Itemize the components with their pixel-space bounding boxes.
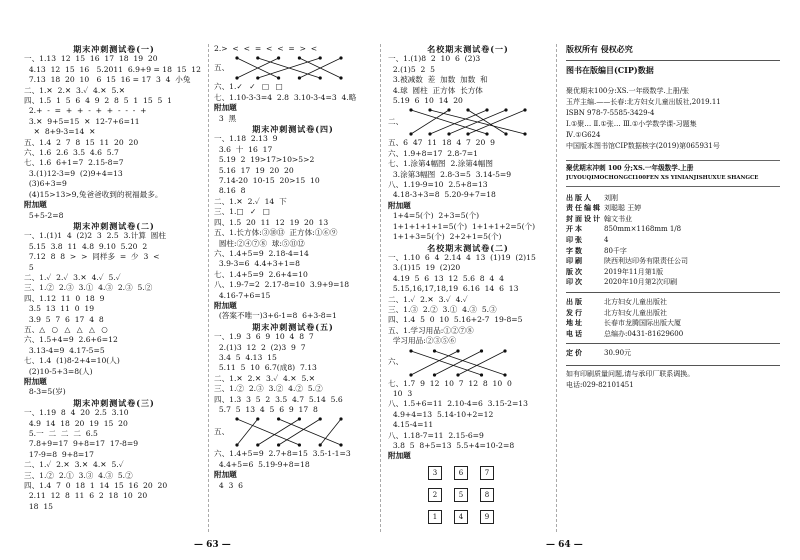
section-title: 名校期末测试卷(一) [427,44,509,54]
answer-line: 7.14-20 10-15 20>15 10 [214,176,320,186]
answer-line: 5.19 2 19>17>10>5>2 [214,155,315,165]
answer-line: 六、1.4+5=9 2.7+8=15 3.5-1-1=3 [214,449,351,459]
match-line [458,351,505,375]
bonus-heading: 附加题 [24,377,47,386]
answer-line: 四、1.12 11 0 18 9 [24,293,105,303]
info-row [566,308,780,319]
grid-cell: 2 [428,488,442,502]
answer-line: 3.13-4=9 4.17-5=5 [24,345,105,355]
answer-line: 3.被减数 差 加数 加数 和 [388,75,488,85]
answer-line: 六、1.9+8=17 2.8-7=1 [388,148,478,158]
match-dot [277,77,280,80]
answer-line: (3)6+3=9 [24,179,67,189]
answer-line: 5.15,16,17,18,19 6.16 14 6 13 [388,284,519,294]
page-number-left: — 63 — [194,540,231,550]
answer-line: 五、1.长方体:③⑩⑬ 正方体:①⑥⑨ [214,228,338,238]
match-dot [298,57,301,60]
answer-column-2 [214,44,372,491]
book-title-bar [566,160,780,187]
answer-line: 5.11 5 10 6.7(成8) 7.13 [214,363,317,373]
answer-line: 5.19 6 10 14 20 [388,96,463,106]
grid-cell: 9 [480,510,494,524]
grid-cell: 7 [480,466,494,480]
cip-line: Ⅳ.①G624 [566,130,601,139]
answer-line: 一、1.10 6 4 2.14 4 13 (1)19 (2)15 [388,252,536,262]
section-title: 期末冲刺测试卷(四) [252,124,334,135]
answer-line: 3.✕ 9+5=15 ✕ 12-7+6=11 [24,116,140,126]
grid-cell: 3 [428,466,442,480]
answer-line: 4.15-4=11 [388,420,434,430]
info-label: 印次 [566,277,584,287]
box-answers [214,207,372,217]
box-symbols: □ ✓ □ [236,207,272,217]
info-value: 刘刚 [604,193,618,202]
info-row [566,193,780,204]
info-row [566,267,780,278]
answer-column-1 [24,44,204,512]
answer-line: 圆柱:②④⑦⑧ 球:⑤⑪⑫ [214,238,305,248]
answer-line: 2.(1)3 12 2 (2)3 9 7 [214,342,306,352]
answer-line: 4.18-3+3=8 5.20-9+7=18 [388,190,496,200]
info-row [566,235,780,246]
question-label: 二、 [388,117,404,127]
answer-line: 五、6 47 11 18 4 7 20 9 [388,138,495,148]
answer-line: 八、1.5+6=11 2.10-4=6 3.15-2=13 [388,399,528,409]
info-row [566,246,780,257]
answer-line: 二、1.✕ 2.✓ 14 下 [214,196,287,206]
answer-line: 7.13 18 20 10 6 15 16 = 17 3 4 小兔 [24,75,191,85]
info-row [566,256,780,267]
answer-line: 2.(1)5 2 5 [388,64,435,74]
info-label: 字数 [566,245,584,255]
bonus-heading: 附加题 [388,200,411,210]
question-label: 五、 [214,427,230,437]
match-line [468,110,506,134]
box-symbols: △ ○ △ △ △ ○ [39,324,110,334]
diagram-row [214,54,372,82]
grid-cell: 6 [454,466,468,480]
answer-line: 3.涂第3幅图 2.8-3=5 3.14-5=9 [388,169,512,179]
info-row [566,318,780,329]
info-label: 出版 [566,296,584,306]
answer-line: 4.4+5=6 5.19-9+8=18 [214,459,310,469]
answer-line: 四、1.3 3 5 2 3.5 4.7 5.14 5.6 [214,394,343,404]
bonus-heading: 附加题 [214,300,237,310]
cip-line: 中国版本图书馆CIP数据核字(2019)第065931号 [566,141,720,150]
grid-cell: 1 [428,510,442,524]
answer-line: 二、1.✓ 2.✕ 3.✕ 4.✕ 5.✓ [24,460,124,470]
answer-line: 2.> < < = < < = > < [214,44,318,53]
match-line [411,351,458,375]
answer-line: 四、1.4 5 0 10 5.16+2-7 19-8=5 [388,315,523,325]
box-symbols: ✓ ✓ □ □ [236,82,285,92]
answer-line: 3.9-3=6 4.4+3+1=8 [214,259,300,269]
copyright-notice: 版权所有 侵权必究 [566,44,633,54]
number-grid-puzzle [428,466,494,524]
answer-line: 4.9 14 18 20 19 15 20 [24,418,128,428]
answer-line: 七、1.10-3-3=4 2.8 3.10-3-4=3 4.略 [214,92,357,102]
answer-line: 八、1.9-7=2 2.17-8=10 3.9+9=18 [214,280,350,290]
info-row [566,203,780,214]
match-line [411,110,449,134]
info-row [566,277,780,288]
column-divider [208,44,209,532]
answer-line: 5.15 3.8 11 4.8 9.10 5.20 2 [24,241,148,251]
answer-line: 一、1.9 3 6 9 10 4 8 7 [214,332,314,342]
answer-line: 七、1.涂第4幅图 2.涂第4幅图 [388,159,493,169]
question-label: 三、1. [214,207,237,217]
section-title: 期末冲刺测试卷(一) [73,44,155,54]
cip-line: Ⅰ.①聚… Ⅱ.①张… Ⅲ.①小学数学课-习题集 [566,119,697,128]
answer-line: 2.+ - = + + - + + - - - + [24,106,147,116]
answer-line: 八、1.18-7=11 2.15-6=9 [388,430,484,440]
section-title: 期末冲刺测试卷(五) [252,321,334,332]
info-label: 出版人 [566,192,593,202]
answer-line: 18 15 [24,501,53,511]
answer-line: 二、1.✓ 2.✕ 3.✓ 4.✓ [388,294,468,304]
match-line [435,351,482,375]
answer-line: 4 3 6 [214,480,243,490]
answer-line: 5+5-2=8 [24,210,64,220]
info-label: 发行 [566,307,584,317]
column-divider [556,44,557,532]
answer-line: 二、1.✓ 2.✓ 3.✕ 4.✓ 5.✓ [24,272,121,282]
box-answers [214,82,372,92]
answer-line: 七、1.4 (1)8-2+4=10(人) [24,356,120,366]
answer-line: 三、1.② 2.③ 3.① 4.③ 2.③ 5.② [24,283,153,293]
answer-line: 10 3 [388,388,413,398]
answer-line: 1+4=5(个) 2+3=5(个) [388,211,480,221]
matching-diagram [229,415,349,449]
answer-line: (2)10-5+3=8(人) [24,366,93,376]
answer-line: 一、1.19 8 4 20 2.5 3.10 [24,408,129,418]
answer-line: 3 黑 [214,113,237,123]
section-title: 期末冲刺测试卷(三) [73,397,155,408]
answer-line: 八、1.19-9=10 2.5+8=13 [388,180,488,190]
diagram-row [388,106,548,138]
answer-line: 一、1.13 12 15 16 17 18 19 20 [24,54,158,64]
info-label: 电话 [566,328,584,338]
info-value: 4 [604,236,609,244]
answer-line: 4.16-7+6=15 [214,290,271,300]
bonus-heading: 附加题 [214,103,237,113]
answer-line: 5.7 5 13 4 5 6 9 17 8 [214,405,318,414]
match-line [237,419,258,445]
cip-line: 玉芹主编.——长春:北方妇女儿童出版社,2019.11 [566,97,721,106]
copyright-column [566,44,780,390]
matching-diagram [403,106,533,138]
notice-line: 电话:029-82101451 [566,380,634,389]
info-value: 北方妇女儿童出版社 [604,308,667,317]
book-pinyin: JUYOUQIMOCHONGCI100FEN XS YINIANJISHUXUE SHANGCE [566,175,759,182]
box-answers [24,325,204,335]
answer-line: 1+1+3=5(个) 2+2+1=5(个) [388,232,502,242]
match-line [258,419,300,445]
answer-line: 4.13 12 15 16 5.2011 6.9+9 = 18 15 12 [24,64,201,74]
publication-info [566,193,780,288]
answer-line: 8-3=5(岁) [24,387,66,397]
answer-line: 一、1.18 2.13 9 [214,134,278,144]
info-label: 印张 [566,235,584,244]
match-line [279,419,321,445]
answer-line: ✕ 8+9-3=14 ✕ [24,127,96,137]
info-value: 2019年11月第1版 [604,267,664,276]
cip-block [566,86,780,152]
info-label: 封面设计 [566,213,602,223]
price-value: 30.90元 [604,349,632,358]
answer-line: 1+1+1+1+1=5(个) 1+1+1+2=5(个) [388,221,536,231]
info-value: 80千字 [604,246,627,255]
info-label: 印刷 [566,256,584,266]
answer-line: 3.4 5 4.13 15 [214,352,277,362]
answer-line: 4.球 圆柱 正方体 长方体 [388,85,483,95]
answer-line: 7.12 8 8 > > 同样多 = 少 3 < [24,252,160,262]
section-title: 名校期末测试卷(二) [427,242,509,253]
answer-line: 4.19 5 6 13 12 5.6 8 4 4 [388,273,504,283]
info-label: 责任编辑 [566,203,602,213]
answer-line: 学习用品:②③⑤⑥ [388,336,457,346]
answer-line: 三、1.② 2.① 3.③ 4.③ 5.② [24,470,133,480]
bonus-heading: 附加题 [388,451,411,461]
cip-line: 聚优期末100分:XS.一年级数学.上册/张 [566,86,690,95]
info-label: 版次 [566,266,584,276]
info-row [566,224,780,235]
answer-line: 四、1.4 7 0 18 1 14 15 16 20 20 [24,481,168,491]
price-label: 定价 [566,348,584,358]
info-label: 地址 [566,318,584,328]
answer-line: 二、1.✕ 2.✕ 3.✓ 4.✕ 5.✕ [214,373,316,383]
match-line [279,419,341,445]
cip-title: 图书在版编目(CIP)数据 [566,65,654,76]
match-dot [277,57,280,60]
section-title: 期末冲刺测试卷(二) [73,220,155,231]
grid-cell: 8 [480,488,494,502]
answer-line: 六、1.4+5=9 2.18-4=14 [214,248,309,258]
answer-line: 六、1.6 2.6 3.5 4.6 5.7 [24,148,119,158]
answer-line: 3.9 5 7 6 17 4 8 [24,314,104,324]
answer-line: 二、1.✕ 2.✕ 3.✓ 4.✕ 5.✕ [24,85,126,95]
diagram-row [388,347,548,379]
answer-line: 四、1.5 20 11 12 19 20 13 [214,217,329,227]
answer-line: 7.8+9=17 9+8=17 17-8=9 [24,439,139,449]
answer-line: (答案不唯一)3+6-1=8 6+3-8=1 [214,311,337,321]
answer-line: 3.5 13 11 0 19 [24,304,95,314]
match-line [237,419,299,445]
answer-line: 5 [24,262,34,272]
publisher-info [566,297,780,339]
info-value: 翰文书业 [604,214,632,223]
info-value: 2020年10月第2次印刷 [604,278,678,287]
answer-line: 一、1.(1)8 2 10 6 (2)3 [388,54,481,64]
answer-line: 8.16 8 [214,186,246,196]
question-label: 五、 [24,324,40,334]
answer-column-3 [388,44,548,524]
question-label: 六、 [388,357,404,367]
cip-line: ISBN 978-7-5585-3429-4 [566,108,655,117]
answer-line: 3.6 十 16 17 [214,144,273,154]
info-value: 刘聪聪 王婷 [604,204,642,213]
answer-line: 五、1.4 2 7 8 15 11 20 20 [24,137,139,147]
price-row [566,348,780,359]
book-title: 聚优期末冲刺 100 分;XS.一年级数学.上册 [566,163,694,172]
page-number-right: — 64 — [546,540,583,550]
info-value: 总编办:0431-81629600 [604,329,684,338]
grid-cell: 4 [454,510,468,524]
info-row [566,297,780,308]
question-label: 六、1. [214,82,237,92]
answer-line: 5.16 17 19 20 20 [214,165,294,175]
answer-line: 四、1.5 1 5 6 4 9 2 8 5 1 15 5 1 [24,96,173,106]
info-row [566,214,780,225]
info-label: 开本 [566,224,584,234]
notice-line: 如有印刷质量问题,请与承印厂联系调换。 [566,369,695,378]
answer-line: 三、1.③ 2.② 3.① 4.③ 5.③ [388,304,497,314]
answer-line: 五、1.学习用品:①②⑦⑧ [388,325,474,335]
answer-line: 3.(1)12-3=9 (2)9+4=13 [24,168,123,178]
bonus-heading: 附加题 [24,200,47,210]
matching-diagram [403,347,513,379]
answer-line: 六、1.5+4=9 2.6+6=12 [24,335,118,345]
bonus-heading: 附加题 [214,470,237,480]
notice-block [566,369,780,390]
info-value: 850mm×1168mm 1/8 [604,225,682,234]
match-dot [298,77,301,80]
question-label: 五、 [214,63,230,73]
answer-line: 3.8 5 8+5=13 5.5+4=10-2=8 [388,441,515,450]
answer-line: (4)15>13>9,兔爸爸收到的祝福最多。 [24,189,163,199]
answer-line: 七、1.4+5=9 2.6+4=10 [214,269,308,279]
diagram-row [214,415,372,449]
info-value: 北方妇女儿童出版社 [604,297,667,306]
answer-line: 2.11 12 8 11 6 2 18 10 20 [24,491,148,501]
answer-line: 一、1.(1)1 4 (2)2 3 2.5 3.计算 圆柱 [24,231,166,241]
answer-line: 七、1.6 6+1=7 2.15-8=7 [24,158,124,168]
info-row [566,329,780,340]
answer-line: 17-9=8 9+8=17 [24,449,94,459]
answer-line: 4.9+4=13 5.14-10+2=12 [388,409,494,419]
info-value: 长春市龙腾国际出版大厦 [604,319,681,328]
answer-line: 3.(1)15 19 (2)20 [388,263,461,273]
matching-diagram [229,54,349,82]
column-divider [380,44,381,532]
grid-cell: 5 [454,488,468,502]
answer-line: 5.一 二 二 二 6.5 [24,429,98,439]
info-value: 陕西利达印务有限责任公司 [604,257,688,266]
match-line [320,419,341,445]
answer-line: 三、1.② 2.③ 3.② 4.② 5.② [214,384,323,394]
answer-line: 七、1.7 9 12 10 7 12 8 10 0 [388,378,512,388]
